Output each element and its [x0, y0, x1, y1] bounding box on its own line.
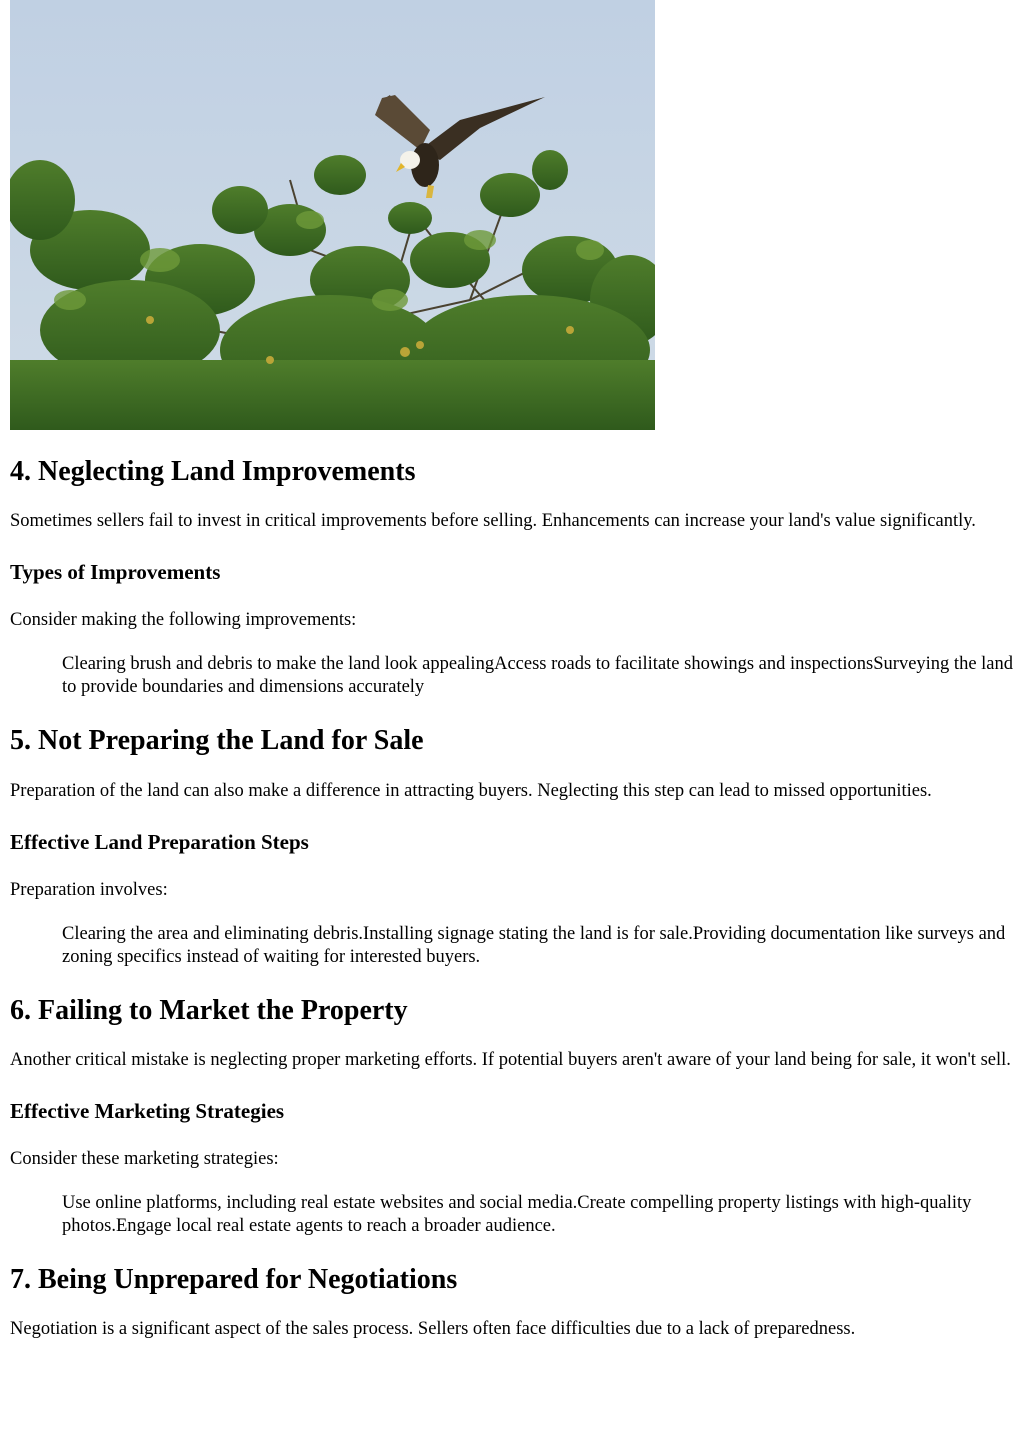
section-4 [10, 456, 1014, 699]
hero-photo [10, 0, 655, 430]
list-item: Create compelling property listings with high-quality photos. [62, 1192, 972, 1236]
section-intro: Sometimes sellers fail to invest in critical improvements before selling. Enhancements can increase your land's value significantly. [10, 511, 976, 532]
section-intro: Preparation of the land can also make a difference in attracting buyers. Neglecting this step can lead to missed opportunities. [10, 780, 932, 801]
list-item: Access roads to facilitate showings and inspections [494, 654, 874, 675]
section-heading: 7. Being Unprepared for Negotiations [10, 1263, 458, 1295]
list-item: Engage local real estate agents to reach a broader audience. [115, 1215, 556, 1236]
list-item: Use online platforms, including real estate websites and social media. [62, 1192, 578, 1213]
list-lead: Consider these marketing strategies: [10, 1148, 279, 1169]
section-subheading: Effective Land Preparation Steps [10, 829, 309, 854]
list-lead: Preparation involves: [10, 879, 168, 900]
marketing-list [10, 1192, 1014, 1238]
list-item: Clearing the area and eliminating debris. [62, 923, 364, 944]
section-5 [10, 725, 1014, 968]
section-subheading: Types of Improvements [10, 560, 221, 585]
bald-eagle-on-pine-tree-photo [10, 0, 655, 430]
list-item: Providing documentation like surveys and zoning specifics instead of waiting for interested buyers. [62, 923, 1006, 967]
preparation-list [10, 923, 1014, 969]
section-intro: Negotiation is a significant aspect of the sales process. Sellers often face difficulties due to a lack of preparedness. [10, 1319, 856, 1340]
section-7 [10, 1264, 1014, 1341]
list-lead: Consider making the following improvements: [10, 610, 357, 631]
improvements-list [10, 653, 1014, 699]
list-item: Clearing brush and debris to make the land look appealing [62, 654, 495, 675]
list-item: Surveying the land to provide boundaries and dimensions accurately [62, 654, 1014, 698]
section-subheading: Effective Marketing Strategies [10, 1098, 285, 1123]
section-heading: 6. Failing to Market the Property [10, 994, 408, 1026]
section-6 [10, 995, 1014, 1238]
section-intro: Another critical mistake is neglecting proper marketing efforts. If potential buyers aren't aware of your land being for sale, it won't sell. [10, 1049, 1011, 1070]
section-heading: 5. Not Preparing the Land for Sale [10, 725, 424, 757]
list-item: Installing signage stating the land is for sale. [363, 923, 693, 944]
section-heading: 4. Neglecting Land Improvements [10, 456, 416, 487]
